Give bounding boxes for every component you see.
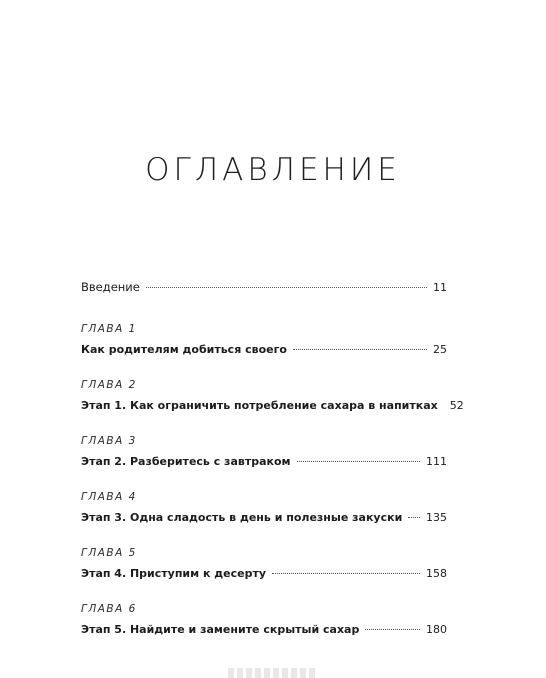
toc-chapter-4 bbox=[81, 491, 447, 524]
toc-chapter-6 bbox=[81, 603, 447, 636]
chapter-label: ГЛАВА 5 bbox=[81, 547, 137, 559]
chapter-label: ГЛАВА 2 bbox=[81, 379, 137, 391]
chapter-label: ГЛАВА 4 bbox=[81, 491, 137, 503]
toc-chapter-2 bbox=[81, 379, 464, 412]
chapter-label: ГЛАВА 3 bbox=[81, 435, 137, 447]
toc-entry-introduction bbox=[81, 280, 447, 300]
toc-page-number: 180 bbox=[426, 623, 447, 636]
toc-chapter-1 bbox=[81, 323, 447, 356]
toc-chapter-5 bbox=[81, 547, 447, 580]
toc-page-number: 135 bbox=[426, 511, 447, 524]
chapter-label: ГЛАВА 6 bbox=[81, 603, 137, 615]
dot-leader bbox=[408, 517, 420, 518]
toc-entry-title: Этап 2. Разберитесь с завтраком bbox=[81, 455, 291, 468]
chapter-label: ГЛАВА 1 bbox=[81, 323, 137, 335]
toc-entry-title: Введение bbox=[81, 280, 140, 294]
dot-leader bbox=[272, 573, 420, 574]
page-title: ОГЛАВЛЕНИЕ bbox=[145, 152, 401, 188]
toc-entry-title: Этап 1. Как ограничить потребление сахара в напитках bbox=[81, 399, 438, 412]
toc-page-number: 52 bbox=[449, 399, 464, 412]
toc-entry-title: Как родителям добиться своего bbox=[81, 343, 287, 356]
toc-page-number: 25 bbox=[433, 343, 447, 356]
toc-chapter-3 bbox=[81, 435, 447, 468]
dot-leader bbox=[146, 287, 427, 288]
dot-leader bbox=[365, 629, 420, 630]
toc-page-number: 111 bbox=[426, 455, 447, 468]
toc-page-number: 11 bbox=[433, 281, 447, 294]
watermark-fragment bbox=[228, 668, 318, 678]
dot-leader bbox=[293, 349, 427, 350]
table-of-contents bbox=[81, 280, 464, 636]
toc-entry-title: Этап 3. Одна сладость в день и полезные закуски bbox=[81, 511, 403, 524]
dot-leader bbox=[297, 461, 420, 462]
toc-entry-title: Этап 4. Приступим к десерту bbox=[81, 567, 266, 580]
toc-entry-title: Этап 5. Найдите и замените скрытый сахар bbox=[81, 623, 360, 636]
toc-page-number: 158 bbox=[426, 567, 447, 580]
